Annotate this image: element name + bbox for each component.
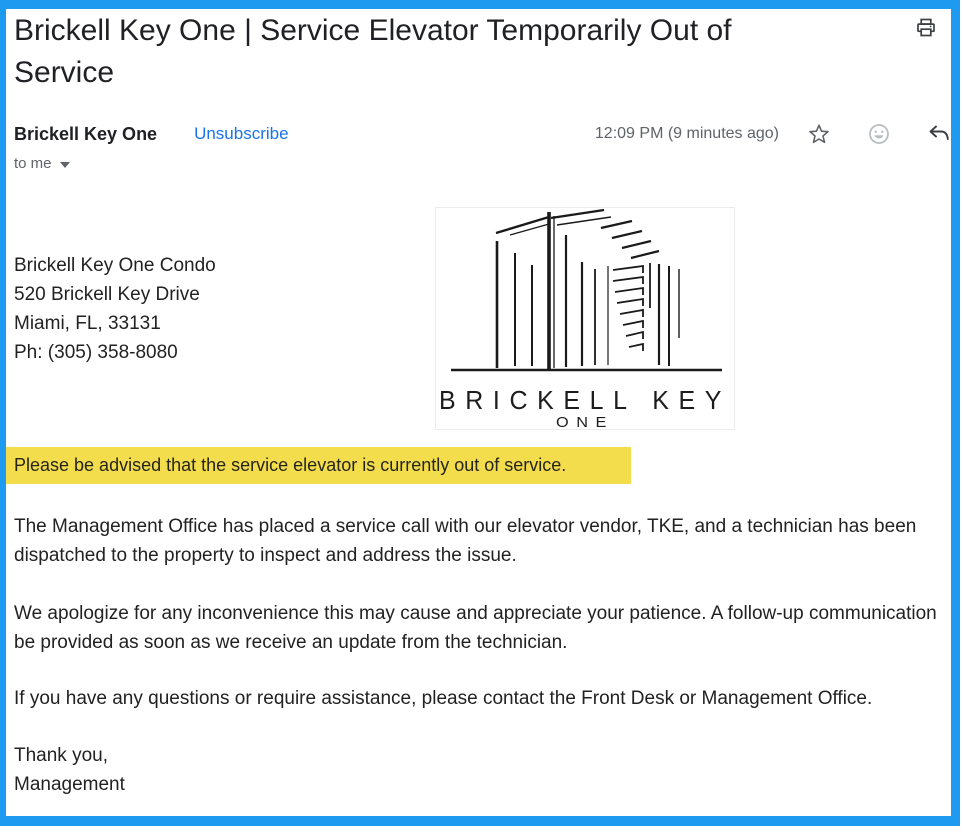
print-button[interactable] xyxy=(913,15,939,41)
paragraph-line: If you have any questions or require assistance, please contact the Front Desk or Management Office. xyxy=(14,688,873,709)
body-paragraph xyxy=(14,684,951,713)
highlighted-notice: Please be advised that the service elevator is currently out of service. xyxy=(6,447,631,484)
header-actions xyxy=(595,122,951,146)
message-header-row xyxy=(14,120,951,148)
body-paragraph xyxy=(14,599,951,657)
recipient-dropdown[interactable] xyxy=(14,155,70,172)
star-button[interactable] xyxy=(807,122,831,146)
caret-down-icon xyxy=(60,162,70,168)
paragraph-line: be provided as soon as we receive an update from the technician. xyxy=(14,632,568,653)
paragraph-line: We apologize for any inconvenience this may cause and appreciate your patience. A follow-up communication xyxy=(14,603,937,624)
recipient-label: to me xyxy=(14,155,52,172)
logo-wordmark-one: ONE xyxy=(556,414,614,429)
body-paragraph xyxy=(14,512,951,570)
unsubscribe-link[interactable]: Unsubscribe xyxy=(194,124,289,143)
address-line: 520 Brickell Key Drive xyxy=(14,284,200,305)
paragraph-line: dispatched to the property to inspect and address the issue. xyxy=(14,545,517,566)
signature-block xyxy=(14,741,951,799)
reply-icon xyxy=(927,122,951,146)
printer-icon xyxy=(914,16,938,40)
address-line: Brickell Key One Condo xyxy=(14,255,216,276)
sender-name: Brickell Key One xyxy=(14,123,158,144)
smiley-icon xyxy=(867,122,891,146)
address-line: Ph: (305) 358-8080 xyxy=(14,342,178,363)
reply-button[interactable] xyxy=(927,122,951,146)
sender-address-block xyxy=(14,251,216,367)
emoji-reaction-button[interactable] xyxy=(867,122,891,146)
logo-wordmark: BRICKELL KEY xyxy=(439,385,731,415)
email-subject: Brickell Key One | Service Elevator Temporarily Out of Service xyxy=(14,14,732,89)
address-line: Miami, FL, 33131 xyxy=(14,313,161,334)
star-icon xyxy=(807,122,831,146)
message-timestamp: 12:09 PM (9 minutes ago) xyxy=(594,125,779,142)
signature-line: Management xyxy=(14,774,125,795)
brickell-key-one-logo xyxy=(435,207,735,430)
paragraph-line: The Management Office has placed a service call with our elevator vendor, TKE, and a technician has been xyxy=(14,516,917,537)
signature-line: Thank you, xyxy=(14,745,108,766)
